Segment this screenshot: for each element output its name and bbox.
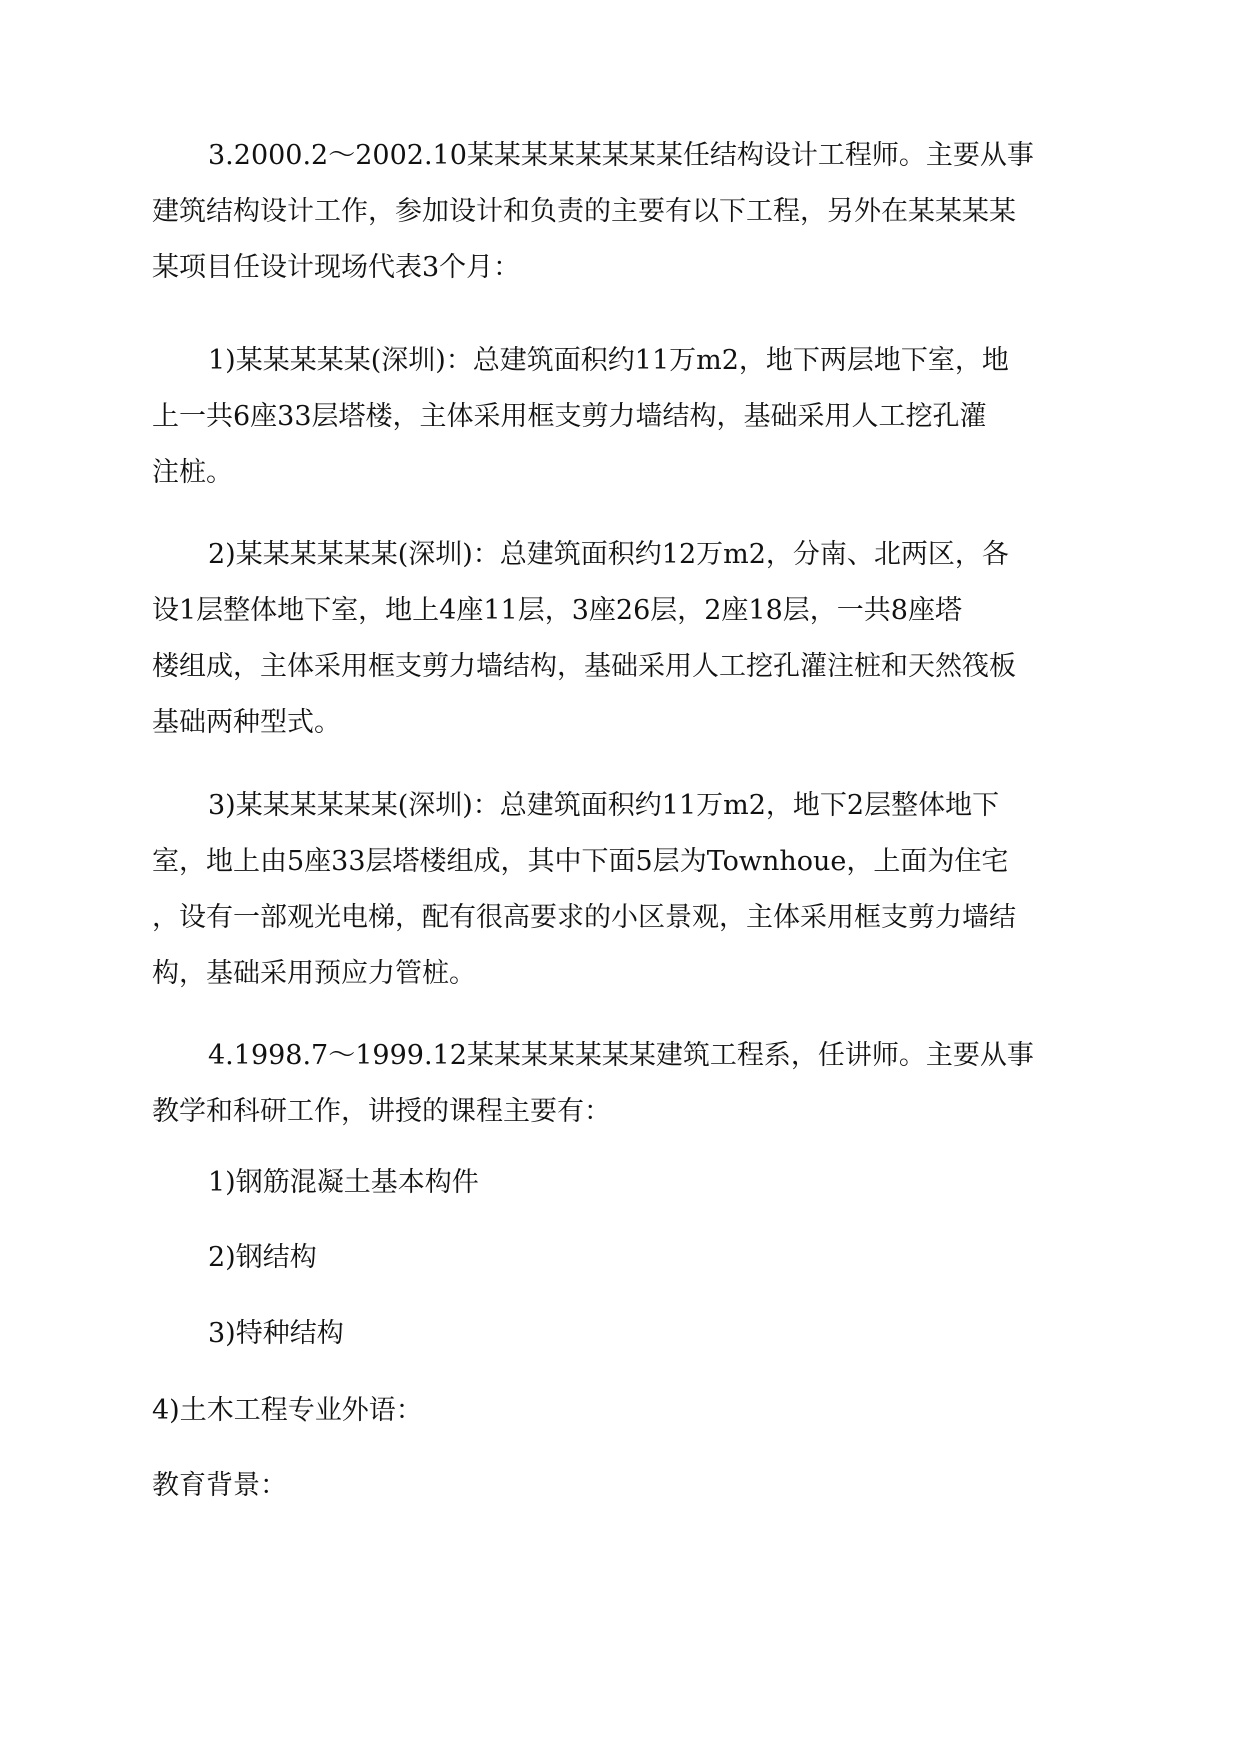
section-heading-education: [152, 1458, 1087, 1514]
text-line: ，设有一部观光电梯，配有很高要求的小区景观，主体采用框支剪力墙结: [152, 902, 1016, 933]
text-line: 某项目任设计现场代表3个月：: [152, 252, 521, 283]
text-line: 上一共6座33层塔楼，主体采用框支剪力墙结构，基础采用人工挖孔灌: [152, 401, 987, 432]
text-line: 楼组成，主体采用框支剪力墙结构，基础采用人工挖孔灌注桩和天然筏板: [152, 651, 1016, 682]
text-line: 基础两种型式。: [152, 707, 341, 738]
text-line: 教育背景：: [152, 1470, 287, 1501]
course-item-1: [152, 1155, 1087, 1211]
text-line: 2)某某某某某某(深圳)：总建筑面积约12万m2，分南、北两区，各: [208, 539, 1009, 570]
text-line: 4.1998.7～1999.12某某某某某某某建筑工程系，任讲师。主要从事: [208, 1040, 1034, 1071]
text-line: 3)某某某某某某(深圳)：总建筑面积约11万m2，地下2层整体地下: [208, 790, 1000, 821]
text-line: 建筑结构设计工作，参加设计和负责的主要有以下工程，另外在某某某某: [152, 196, 1016, 227]
paragraph-project-2: [152, 527, 1087, 751]
text-line: 3.2000.2～2002.10某某某某某某某某任结构设计工程师。主要从事: [208, 140, 1034, 171]
paragraph-project-3: [152, 778, 1087, 1002]
text-line: 构，基础采用预应力管桩。: [152, 958, 476, 989]
paragraph-work-experience-3: [152, 128, 1087, 296]
text-line: 注桩。: [152, 457, 233, 488]
text-line: 1)钢筋混凝土基本构件: [208, 1167, 479, 1198]
text-line: 设1层整体地下室，地上4座11层，3座26层，2座18层，一共8座塔: [152, 595, 962, 626]
paragraph-work-experience-4: [152, 1028, 1087, 1140]
text-line: 1)某某某某某(深圳)：总建筑面积约11万m2，地下两层地下室，地: [208, 345, 1009, 376]
text-line: 4)土木工程专业外语：: [152, 1395, 423, 1426]
course-item-2: [152, 1230, 1087, 1286]
text-line: 室，地上由5座33层塔楼组成，其中下面5层为Townhoue，上面为住宅: [152, 846, 1009, 877]
text-line: 3)特种结构: [208, 1318, 344, 1349]
course-item-4: [152, 1383, 1087, 1439]
text-line: 教学和科研工作，讲授的课程主要有：: [152, 1096, 611, 1127]
course-item-3: [152, 1306, 1087, 1362]
text-line: 2)钢结构: [208, 1242, 317, 1273]
paragraph-project-1: [152, 333, 1087, 501]
